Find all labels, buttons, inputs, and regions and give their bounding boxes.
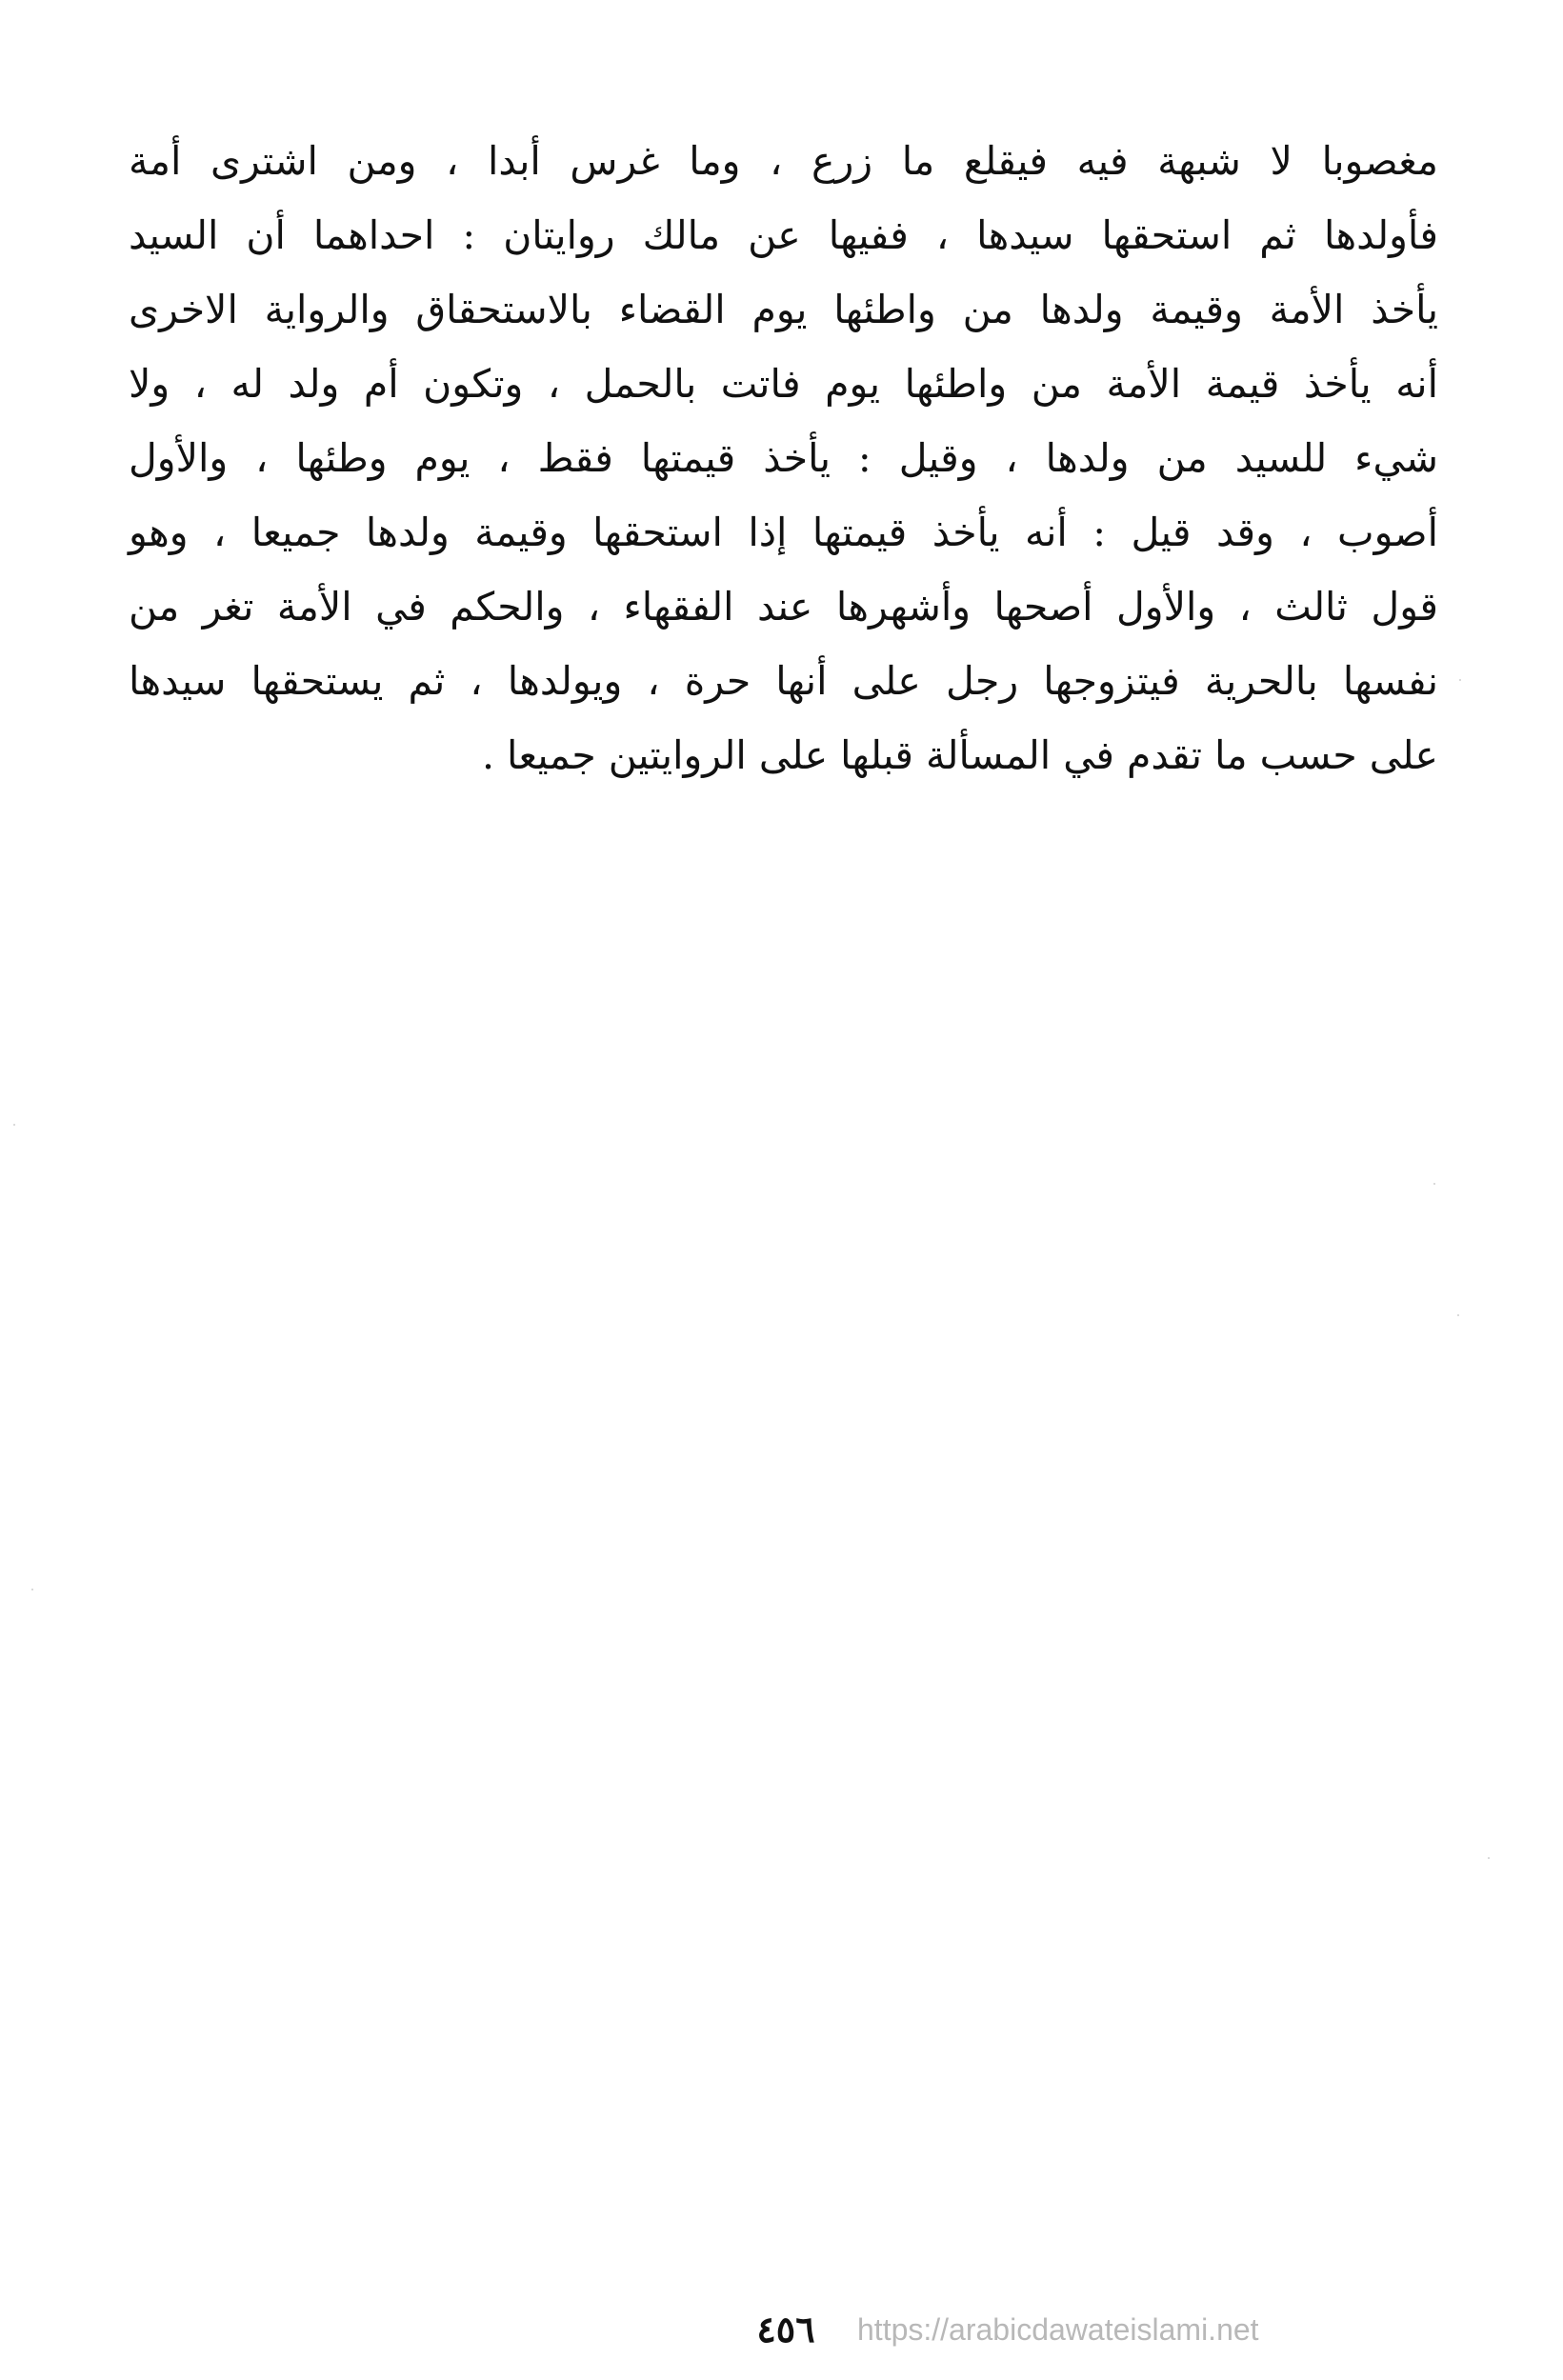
- body-text: [129, 124, 1438, 792]
- text-line-6: أصوب ، وقد قيل : أنه يأخذ قيمتها إذا استحقها وقيمة ولدها جميعا ، وهو: [129, 510, 1438, 555]
- scan-speck: [1488, 1857, 1490, 1859]
- page-number: ٤٥٦: [756, 2308, 815, 2350]
- watermark-url: https://arabicdawateislami.net: [857, 2312, 1259, 2347]
- scan-speck: [1457, 1314, 1459, 1316]
- text-line-3: يأخذ الأمة وقيمة ولدها من واطئها يوم القضاء بالاستحقاق والرواية الاخرى: [129, 287, 1438, 332]
- text-line-7: قول ثالث ، والأول أصحها وأشهرها عند الفقهاء ، والحكم في الأمة تغر من: [129, 584, 1438, 630]
- text-line-9: على حسب ما تقدم في المسألة قبلها على الروايتين جميعا .: [481, 732, 1438, 778]
- scan-speck: [1459, 679, 1461, 681]
- scan-speck: [31, 1589, 33, 1590]
- text-line-5: شيء للسيد من ولدها ، وقيل : يأخذ قيمتها فقط ، يوم وطئها ، والأول: [129, 435, 1438, 481]
- scan-speck: [1433, 1183, 1435, 1185]
- scan-speck: [13, 1124, 15, 1126]
- text-line-1: مغصوبا لا شبهة فيه فيقلع ما زرع ، وما غرس أبدا ، ومن اشترى أمة: [129, 138, 1438, 184]
- text-line-8: نفسها بالحرية فيتزوجها رجل على أنها حرة ، ويولدها ، ثم يستحقها سيدها: [129, 658, 1438, 704]
- text-line-4: أنه يأخذ قيمة الأمة من واطئها يوم فاتت بالحمل ، وتكون أم ولد له ، ولا: [129, 361, 1438, 407]
- text-line-2: فأولدها ثم استحقها سيدها ، ففيها عن مالك روايتان : احداهما أن السيد: [129, 212, 1438, 258]
